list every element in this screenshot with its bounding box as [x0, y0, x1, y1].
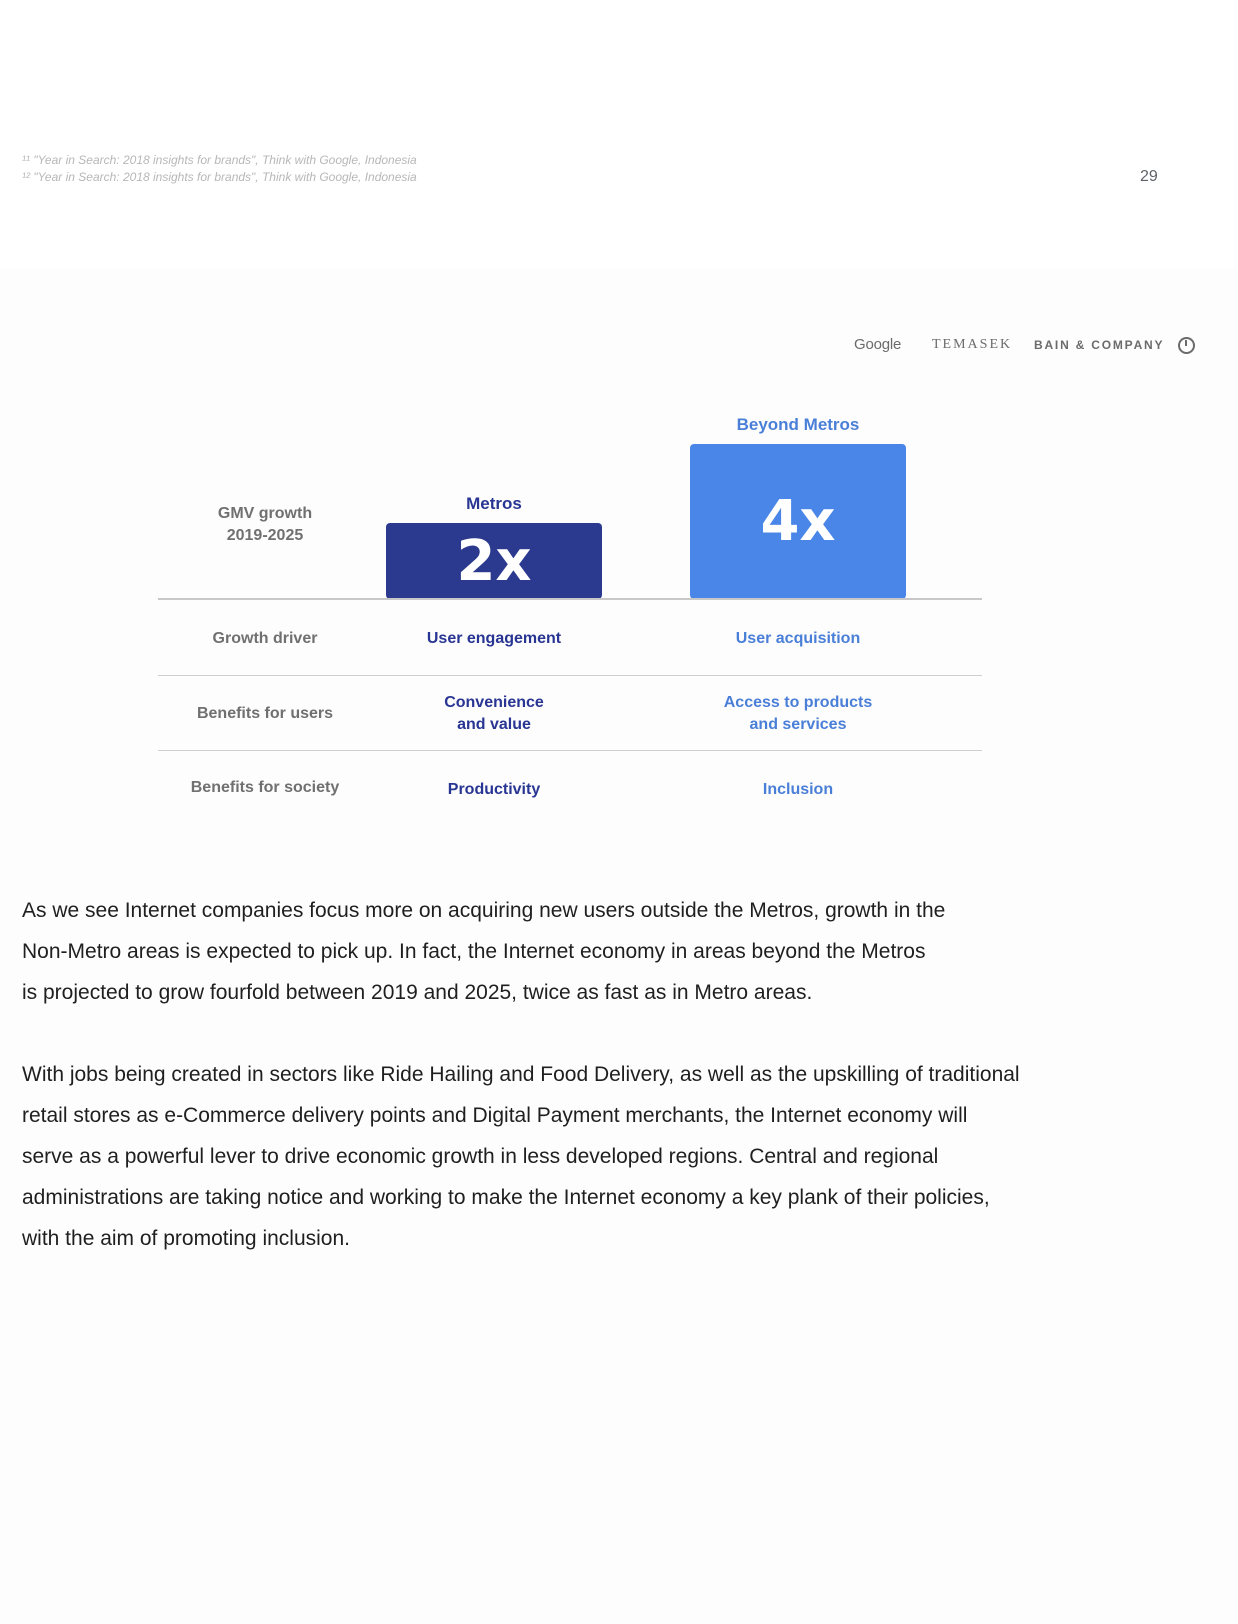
footnote: ¹¹ "Year in Search: 2018 insights for brands", Think with Google, Indonesia [22, 153, 417, 167]
temasek-logo: TEMASEK [932, 337, 1013, 352]
row-label-benefits-society: Benefits for society [190, 779, 340, 796]
metros-growth-block: 2x [386, 523, 602, 599]
row-divider [158, 750, 982, 751]
previous-page-section [0, 0, 1238, 268]
paragraph: As we see Internet companies focus more on acquiring new users outside the Metros, growth in the Non-Metro areas is expected to pick up. In fact, the Internet economy in areas beyond the Metros is projected to grow fourfold between 2019 and 2025, twice as fast as in Metro areas. [22, 899, 946, 1004]
table-baseline [158, 598, 982, 600]
bain-logo-mark-icon [1178, 337, 1195, 354]
beyond-benefits-users: Access to products and services [723, 694, 873, 733]
page-number: 29 [1140, 168, 1158, 185]
google-logo: Google [854, 336, 902, 353]
footnote: ¹² "Year in Search: 2018 insights for brands", Think with Google, Indonesia [22, 170, 417, 184]
metros-benefits-society: Productivity [447, 781, 541, 798]
beyond-growth-driver: User acquisition [735, 630, 861, 647]
metros-growth-driver: User engagement [426, 630, 562, 647]
row-label-benefits-users: Benefits for users [196, 705, 334, 722]
row-label-growth-driver: Growth driver [212, 630, 318, 647]
metros-benefits-users: Convenience and value [444, 694, 544, 733]
paragraph: With jobs being created in sectors like Ride Hailing and Food Delivery, as well as the upskilling of traditional retail stores as e-Commerce delivery points and Digital Payment merchants, the Internet economy will serve as a powerful lever to drive economic growth in less developed regions. Central and regional administrations are taking notice and working to make the Internet economy a key plank of their policies, with the aim of promoting inclusion. [22, 1063, 1020, 1250]
partner-logos [0, 333, 1238, 357]
row-divider [158, 675, 982, 676]
bain-logo: BAIN & COMPANY [1034, 338, 1165, 352]
column-header-beyond-metros: Beyond Metros [736, 415, 860, 434]
beyond-benefits-society: Inclusion [762, 781, 834, 798]
row-label-gmv-growth: GMV growth 2019-2025 [217, 505, 313, 544]
footnotes [22, 152, 417, 186]
beyond-metros-growth-block: 4x [690, 444, 906, 599]
body-text [22, 890, 1162, 1259]
column-header-metros: Metros [466, 494, 522, 513]
